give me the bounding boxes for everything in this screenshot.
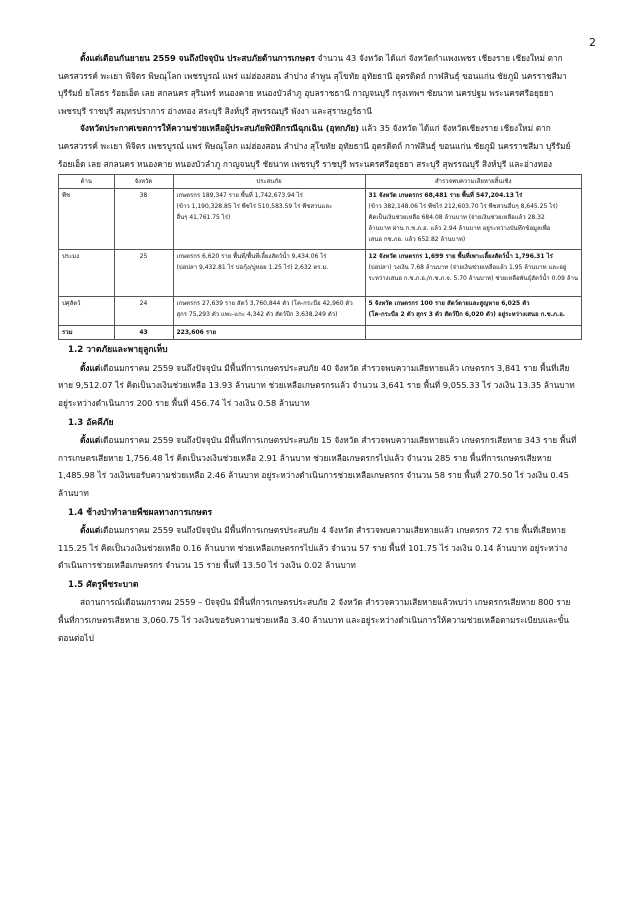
section-paragraph — [58, 360, 582, 413]
cell-line: เกษตรกร 6,620 ราย พื้นที่/พื้นที่เลี้ยงสัตว์น้ำ 9,434.06 ไร่ — [176, 253, 327, 261]
table-header-damage: สำรวจพบความเสียหายสิ้นเชิง — [365, 175, 582, 189]
cell-line: เกษตรกร 189,347 ราย พื้นที่ 1,742,673.94 ไร่ — [176, 192, 303, 200]
cell-line: 12 จังหวัด เกษตรกร 1,699 ราย พื้นที่เพาะเลี้ยงสัตว์น้ำ 1,796.31 ไร่ — [368, 253, 553, 261]
cell-line: (บ่อปลา 9,432.81 ไร่ บ่อกุ้ง/ปูหอย 1.25 ไร่) 2,632 ตร.ม. — [176, 264, 329, 272]
section-text: เดือนมกราคม 2559 จนถึงปัจจุบัน มีพื้นที่การเกษตรประสบภัย 15 จังหวัด สำรวจพบความเสียหายแล้ว เกษตรกรเสียหาย 343 ราย พื้นที่การเกษตรเสียหาย 1,756.48 ไร่ คิดเป็นวงเงินช่วยเหลือ 2.91 ล้านบาท ช่วยเหลือเกษตรกรไปแล้ว จำนวน 285 ราย พื้นที่การเกษตรเสียหาย 1,485.98 ไร่ วงเงินขอรับความช่วยเหลือ 2.46 ล้านบาท อยู่ระหว่างดำเนินการช่วยเหลือเกษตรกร จำนวน 58 ราย พื้นที่ 270.50 ไร่ วงเงิน 0.45 ล้านบาท — [58, 435, 577, 498]
section-paragraph — [58, 432, 582, 502]
section-heading: 1.3 อัคคีภัย — [68, 417, 114, 428]
page-content — [58, 50, 582, 647]
cell-line: เสนอ กช.ภอ. แล้ว 652.82 ล้านบาท) — [368, 236, 466, 244]
table-cell-affected — [173, 297, 365, 326]
section-paragraph — [58, 522, 582, 575]
table-row — [59, 189, 582, 250]
section-paragraph — [58, 594, 582, 647]
table-total-provinces: 43 — [114, 326, 173, 340]
table-cell-affected — [173, 189, 365, 250]
section-lead: ตั้งแต่ — [80, 362, 101, 373]
table-row — [59, 297, 582, 326]
table-total-affected: 223,606 ราย — [173, 326, 365, 340]
table-header-provinces: จังหวัด — [114, 175, 173, 189]
table-header-side: ด้าน — [59, 175, 115, 189]
section-lead: ตั้งแต่ — [80, 525, 101, 536]
damage-summary-table — [58, 174, 582, 340]
cell-line: อื่นๆ 41,761.75 ไร่) — [176, 214, 231, 222]
cell-line: (โค-กระบือ 2 ตัว สุกร 3 ตัว สัตว์ปีก 6,020 ตัว) อยู่ระหว่างเสนอ ก.ช.ภ.อ. — [368, 311, 566, 319]
section-heading: 1.5 ศัตรูพืชระบาด — [68, 579, 139, 590]
cell-line: ล้านบาท ผ่าน ก.ช.ภ.อ. แล้ว 2.94 ล้านบาท อยู่ระหว่างบันทึกข้อมูลเพื่อ — [368, 225, 551, 233]
table-total-damage — [365, 326, 582, 340]
table-cell-provinces: 38 — [114, 189, 173, 250]
table-total-label: รวม — [59, 326, 115, 340]
cell-line: (ข้าว 382,148.06 ไร่ พืชไร่ 212,603.70 ไร่ พืชสวนอื่นๆ 8,645.25 ไร่) — [368, 203, 558, 211]
table-total-row — [59, 326, 582, 340]
section-text: เดือนมกราคม 2559 จนถึงปัจจุบัน มีพื้นที่การเกษตรประสบภัย 40 จังหวัด สำรวจพบความเสียหายแล้ว เกษตรกร 3,841 ราย พื้นที่เสียหาย 9,512.07 ไร่ คิดเป็นวงเงินช่วยเหลือ 13.93 ล้านบาท ช่วยเหลือเกษตรกรแล้ว จำนวน 3,641 ราย พื้นที่ 9,055.33 ไร่ วงเงิน 13.35 ล้านบาท อยู่ระหว่างดำเนินการ 200 ราย พื้นที่ 456.74 ไร่ วงเงิน 0.58 ล้านบาท — [58, 362, 575, 408]
table-cell-damage — [365, 297, 582, 326]
cell-line: (บ่อปลา) วงเงิน 7.68 ล้านบาท (จ่ายเงินช่วยเหลือแล้ว 1.95 ล้านบาท และอยู่ — [368, 264, 567, 272]
section-heading: 1.2 วาตภัยและพายุลูกเห็บ — [68, 345, 168, 356]
section-text: เดือนมกราคม 2559 จนถึงปัจจุบัน มีพื้นที่การเกษตรประสบภัย 4 จังหวัด สำรวจพบความเสียหายแล้ว เกษตรกร 72 ราย พื้นที่เสียหาย 115.25 ไร่ คิดเป็นวงเงินช่วยเหลือ 0.16 ล้านบาท ช่วยเหลือเกษตรกรไปแล้ว จำนวน 57 ราย พื้นที่ 101.75 ไร่ วงเงิน 0.14 ล้านบาท อยู่ระหว่างดำเนินการช่วยเหลือเกษตรกร จำนวน 15 ราย พื้นที่ 13.50 ไร่ วงเงิน 0.02 ล้านบาท — [58, 525, 568, 571]
table-cell-provinces: 24 — [114, 297, 173, 326]
table-cell-provinces: 25 — [114, 250, 173, 297]
table-cell-side: พืช — [59, 189, 115, 250]
table-header-affected: ประสบภัย — [173, 175, 365, 189]
table-cell-side: ปศุสัตว์ — [59, 297, 115, 326]
table-header-row — [59, 175, 582, 189]
intro-paragraph-2-lead: จังหวัดประกาศเขตการให้ความช่วยเหลือผู้ประสบภัยพิบัติกรณีฉุกเฉิน (อุทกภัย) — [80, 123, 360, 134]
cell-line: (ข้าว 1,190,328.85 ไร่ พืชไร่ 510,583.59 ไร่ พืชสวนและ — [176, 203, 333, 211]
section-heading: 1.4 ช้างป่าทำลายพืชผลทางการเกษตร — [68, 507, 213, 518]
table-cell-side: ประมง — [59, 250, 115, 297]
intro-paragraph-2 — [58, 120, 582, 173]
intro-paragraph-1-text: จำนวน 43 จังหวัด ได้แก่ จังหวัดกำแพงเพชร เชียงราย เชียงใหม่ ตาก นครสวรรค์ พะเยา พิจิตร พิษณุโลก เพชรบูรณ์ แพร่ แม่ฮ่องสอน ลำปาง ลำพูน สุโขทัย อุทัยธานี อุตรดิตถ์ กาฬสินธุ์ ขอนแก่น ชัยภูมิ นครราชสีมา บุรีรัมย์ ยโสธร ร้อยเอ็ด เลย สกลนคร สุรินทร์ หนองคาย หนองบัวลำภู อุบลราชธานี กาญจนบุรี กรุงเทพฯ ชัยนาท นครปฐม พระนครศรีอยุธยา เพชรบุรี ราชบุรี สมุทรปราการ อ่างทอง สระบุรี สิงห์บุรี สุพรรณบุรี พังงา และสุราษฎร์ธานี — [58, 53, 567, 116]
cell-line: 5 จังหวัด เกษตรกร 100 ราย สัตว์ตายและสูญหาย 6,025 ตัว — [368, 300, 530, 308]
cell-line: เกษตรกร 27,639 ราย สัตว์ 3,760,844 ตัว (โค-กระบือ 42,960 ตัว — [176, 300, 353, 308]
section-lead: ตั้งแต่ — [80, 435, 101, 446]
table-row — [59, 250, 582, 297]
table-cell-affected — [173, 250, 365, 297]
intro-paragraph-1 — [58, 50, 582, 120]
table-cell-damage — [365, 189, 582, 250]
section-text: สถานการณ์เดือนมกราคม 2559 – ปัจจุบัน มีพื้นที่การเกษตรประสบภัย 2 จังหวัด สำรวจความเสียหายแล้วพบว่า เกษตรกรเสียหาย 800 ราย พื้นที่การเกษตรเสียหาย 3,060.75 ไร่ วงเงินขอรับความช่วยเหลือ 3.40 ล้านบาท และอยู่ระหว่างดำเนินการให้ความช่วยเหลือตามระเบียบและขั้นตอนต่อไป — [58, 597, 571, 643]
cell-line: สุกร 75,293 ตัว แพะ-แกะ 4,342 ตัว สัตว์ปีก 3,638,249 ตัว) — [176, 311, 338, 319]
cell-line: 31 จังหวัด เกษตรกร 68,481 ราย พื้นที่ 547,204.13 ไร่ — [368, 192, 523, 200]
page-number: 2 — [589, 36, 596, 49]
cell-line: ระหว่างเสนอ ก.ช.ภ.อ./ก.ช.ภ.จ. 5.70 ล้านบาท) ช่วยเหลือพันธุ์สัตว์น้ำ 0.09 ล้าน — [368, 275, 578, 283]
table-cell-damage — [365, 250, 582, 297]
intro-paragraph-1-lead: ตั้งแต่เดือนกันยายน 2559 จนถึงปัจจุบัน ประสบภัยด้านการเกษตร — [80, 53, 315, 63]
intro-paragraph-2-text: แล้ว 35 จังหวัด ได้แก่ จังหวัดเชียงราย เชียงใหม่ ตาก นครสวรรค์ พะเยา พิจิตร เพชรบูรณ์ แพร่ พิษณุโลก แม่ฮ่องสอน ลำปาง สุโขทัย อุทัยธานี อุตรดิตถ์ กาฬสินธุ์ ขอนแก่น ชัยภูมิ นครราชสีมา บุรีรัมย์ ร้อยเอ็ด เลย สกลนคร หนองคาย หนองบัวลำภู กาญจนบุรี ชัยนาท เพชรบุรี ราชบุรี พระนครศรีอยุธยา สระบุรี สุพรรณบุรี สิงห์บุรี และอ่างทอง — [58, 123, 571, 169]
cell-line: คิดเป็นเงินช่วยเหลือ 684.08 ล้านบาท (จ่ายเงินช่วยเหลือแล้ว 28.32 — [368, 214, 545, 222]
